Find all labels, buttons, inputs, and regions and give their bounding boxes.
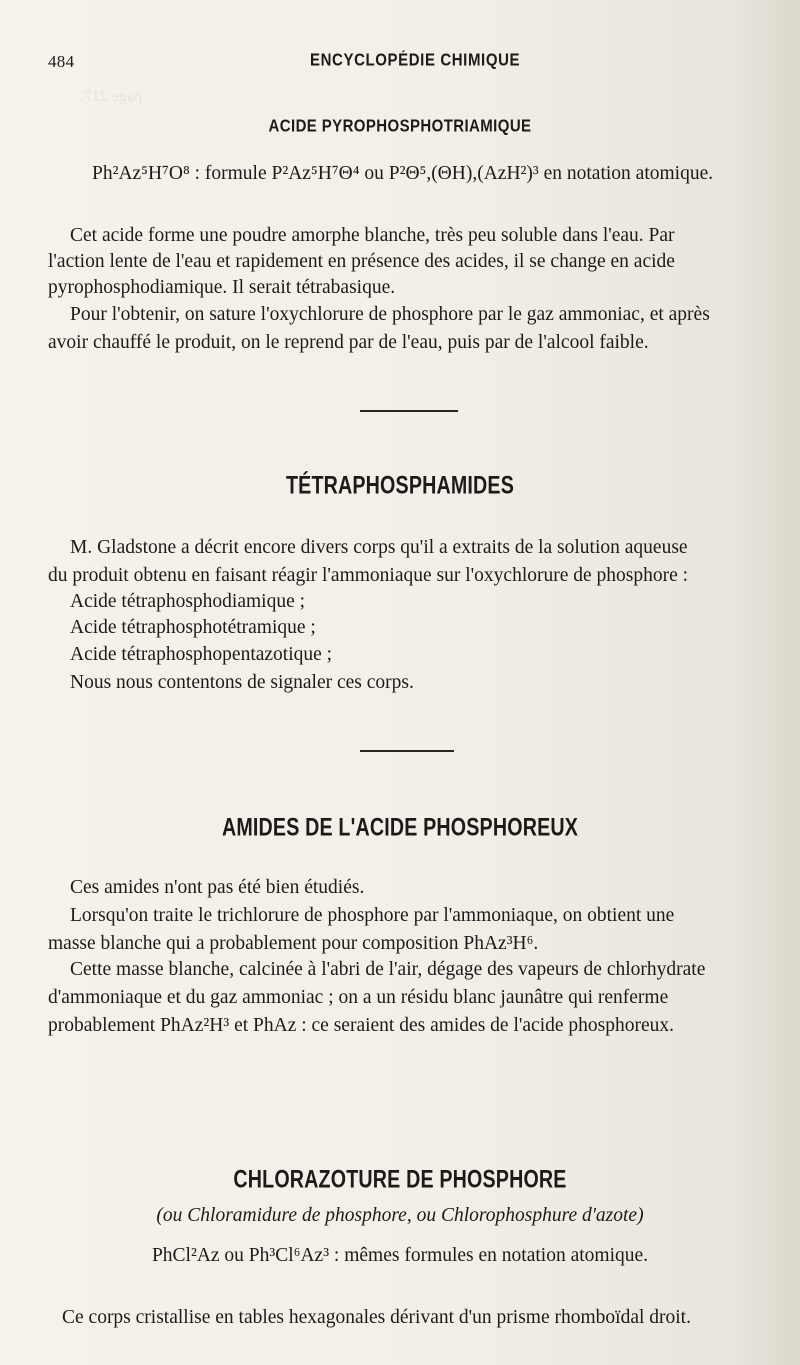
list-item: Acide tétraphosphodiamique ;	[70, 591, 306, 612]
paragraph-line: Cet acide forme une poudre amorphe blanche, très peu soluble dans l'eau. Par	[70, 225, 675, 246]
paragraph-line: Lorsqu'on traite le trichlorure de phosphore par l'ammoniaque, on obtient une	[70, 905, 675, 926]
paragraph-line: Pour l'obtenir, on sature l'oxychlorure de phosphore par le gaz ammoniac, et après	[70, 304, 710, 325]
paragraph-line: pyrophosphodiamique. Il serait tétrabasique.	[48, 277, 396, 298]
section-title-pyrophosphotriamique: ACIDE PYROPHOSPHOTRIAMIQUE	[268, 116, 532, 137]
paragraph-line: l'action lente de l'eau et rapidement en présence des acides, il se change en acide	[48, 251, 675, 272]
paragraph-line: avoir chauffé le produit, on le reprend par de l'eau, puis par de l'alcool faible.	[48, 332, 649, 353]
paragraph-line: Cette masse blanche, calcinée à l'abri de l'air, dégage des vapeurs de chlorhydrate	[70, 959, 706, 980]
section-title-tetraphosphamides: TÉTRAPHOSPHAMIDES	[285, 471, 515, 500]
section-title-amides-acide-phosphoreux: AMIDES DE L'ACIDE PHOSPHOREUX	[221, 813, 579, 842]
list-item: Nous nous contentons de signaler ces corps.	[70, 672, 414, 693]
running-title: ENCYCLOPÉDIE CHIMIQUE	[310, 50, 521, 71]
page-number: 484	[48, 52, 75, 71]
list-item: Acide tétraphosphopentazotique ;	[70, 644, 333, 665]
paragraph-line: Ces amides n'ont pas été bien étudiés.	[70, 877, 365, 898]
section-subtitle: (ou Chloramidure de phosphore, ou Chlorophosphure d'azote)	[156, 1205, 644, 1226]
paragraph-line: d'ammoniaque et du gaz ammoniac ; on a un résidu blanc jaunâtre qui renferme	[48, 987, 669, 1008]
paragraph-line: M. Gladstone a décrit encore divers corps qu'il a extraits de la solution aqueuse	[70, 537, 688, 558]
formula-line-chlorazoture: PhCl²Az ou Ph³Cl⁶Az³ : mêmes formules en notation atomique.	[151, 1245, 649, 1266]
list-item: Acide tétraphosphotétramique ;	[70, 617, 316, 638]
paragraph-line: probablement PhAz²H³ et PhAz : ce seraient des amides de l'acide phosphoreux.	[48, 1015, 675, 1036]
section-title-chlorazoture-de-phosphore: CHLORAZOTURE DE PHOSPHORE	[233, 1165, 567, 1194]
formula-line-pyrophosphotriamique: Ph²Az⁵H⁷O⁸ : formule P²Az⁵H⁷Θ⁴ ou P²Θ⁵,(ΘH),(AzH²)³ en notation atomique.	[92, 163, 714, 184]
section-divider	[360, 410, 458, 412]
show-through-text: page 217.	[80, 88, 143, 105]
paragraph-line: du produit obtenu en faisant réagir l'ammoniaque sur l'oxychlorure de phosphore :	[48, 565, 689, 586]
paragraph-line: masse blanche qui a probablement pour composition PhAz³H⁶.	[48, 933, 539, 954]
section-divider	[360, 750, 454, 752]
paragraph-line: Ce corps cristallise en tables hexagonales dérivant d'un prisme rhomboïdal droit.	[62, 1307, 691, 1328]
